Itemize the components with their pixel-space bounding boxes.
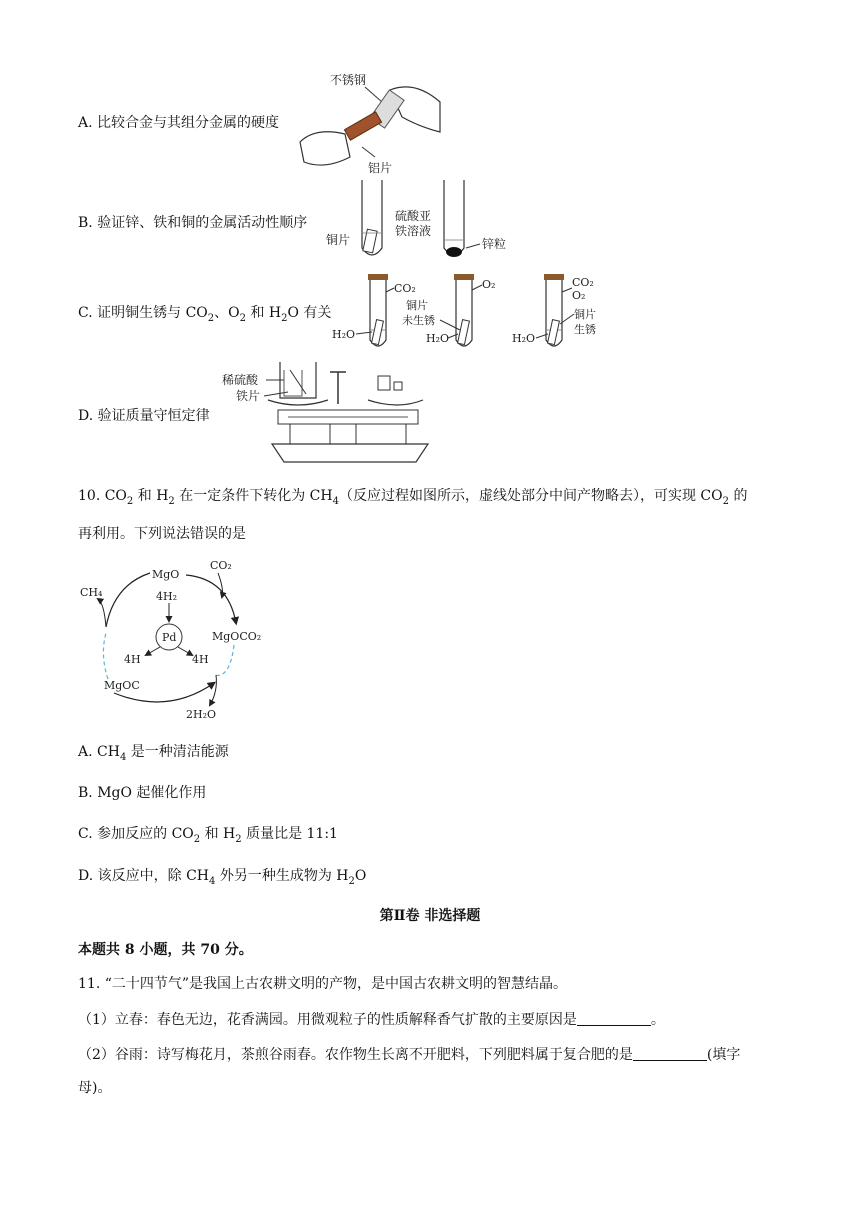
reaction-diagram bbox=[78, 555, 288, 725]
q10-option-c: C. 参加反应的 $CO_2$ 和 $H_2$ 质量比是 11:1 bbox=[78, 826, 338, 845]
section-title: 第Ⅱ卷 非选择题 bbox=[379, 908, 481, 924]
water-label-2: H₂O bbox=[426, 332, 450, 345]
copper-label-c: 铜片 bbox=[406, 299, 428, 312]
q11-part2: （2）谷雨：诗写梅花月，茶煎谷雨春。农作物生长离不开肥料，下列肥料属于复合肥的是 (填字 bbox=[78, 1047, 741, 1063]
dilute-sulfuric-acid-label: 稀硫酸 bbox=[222, 373, 259, 387]
test-tube-2-icon bbox=[444, 180, 464, 255]
mgo-label: MgO bbox=[152, 568, 180, 581]
answer-blank-1[interactable] bbox=[577, 1011, 651, 1026]
option-a-figure bbox=[290, 62, 460, 177]
iron-sheet-label: 铁片 bbox=[236, 389, 261, 403]
q11-stem: 11. “二十四节气”是我国上古农耕文明的产物，是中国古农耕文明的智慧结晶。 bbox=[78, 976, 568, 992]
mgoc-label: MgOC bbox=[104, 679, 140, 692]
co2-label-2: CO₂ bbox=[572, 276, 594, 289]
left-hand-icon bbox=[300, 132, 350, 165]
copper-label: 铜片 bbox=[326, 233, 351, 247]
solution-label-2: 铁溶液 bbox=[395, 224, 432, 238]
mgoco2-label: MgOCO₂ bbox=[212, 630, 262, 643]
o2-label: O₂ bbox=[482, 278, 496, 291]
q11-part1: （1）立春：春色无边，花香满园。用微观粒子的性质解释香气扩散的主要原因是 。 bbox=[78, 1012, 665, 1028]
option-d-figure bbox=[218, 358, 418, 470]
stainless-steel-label: 不锈钢 bbox=[330, 73, 367, 87]
option-c: C. 证明铜生锈与 $CO_2$、$O_2$ 和 $H_2O$ 有关 bbox=[78, 305, 332, 324]
left-pan-icon bbox=[268, 400, 328, 405]
copper-label-c3: 铜片 bbox=[574, 308, 596, 321]
h-right-label: 4H bbox=[192, 653, 209, 666]
q10-stem-line1: 10. $CO_2$ 和 $H_2$ 在一定条件下转化为 $CH_4$（反应过程如图所示，虚线处部分中间产物略去），可实现 $CO_2$ 的 bbox=[78, 488, 748, 507]
unrusted-label: 未生锈 bbox=[402, 314, 435, 327]
option-a: A. 比较合金与其组分金属的硬度 bbox=[78, 115, 280, 131]
q10-stem-line2: 再利用。下列说法错误的是 bbox=[78, 526, 246, 542]
q10-option-d: D. 该反应中，除 $CH_4$ 外另一种生成物为 $H_2O$ bbox=[78, 868, 367, 887]
section-subtitle: 本题共 8 小题，共 70 分。 bbox=[78, 942, 253, 958]
h2-label: 4H₂ bbox=[156, 590, 178, 603]
rusted-label: 生锈 bbox=[574, 323, 596, 336]
q10-option-a: A. $CH_4$ 是一种清洁能源 bbox=[78, 744, 229, 763]
co2-label: CO₂ bbox=[210, 559, 232, 572]
stopper-icon bbox=[368, 274, 388, 280]
solution-label-1: 硫酸亚 bbox=[395, 209, 432, 223]
balance-base-icon bbox=[272, 444, 428, 462]
option-c-figure bbox=[330, 272, 610, 352]
o2-label-2: O₂ bbox=[572, 289, 586, 302]
right-pan-icon bbox=[368, 400, 423, 405]
h-left-label: 4H bbox=[124, 653, 141, 666]
aluminum-sheet-label: 铝片 bbox=[368, 161, 393, 175]
ch4-label: CH₄ bbox=[80, 586, 103, 599]
option-d: D. 验证质量守恒定律 bbox=[78, 408, 210, 424]
q11-part2-cont: 母)。 bbox=[78, 1080, 112, 1096]
zinc-granules-icon bbox=[446, 247, 462, 257]
answer-blank-2[interactable] bbox=[633, 1046, 707, 1061]
option-b-figure bbox=[320, 178, 510, 263]
water-product-label: 2H₂O bbox=[186, 708, 217, 721]
q10-option-b: B. MgO 起催化作用 bbox=[78, 785, 207, 801]
water-label-1: H₂O bbox=[332, 328, 356, 341]
water-label-3: H₂O bbox=[512, 332, 536, 345]
option-b: B. 验证锌、铁和铜的金属活动性顺序 bbox=[78, 215, 308, 231]
pd-label: Pd bbox=[162, 631, 177, 644]
weight-icon bbox=[378, 376, 390, 390]
zinc-label: 锌粒 bbox=[482, 237, 507, 251]
co2-label-1: CO₂ bbox=[394, 282, 416, 295]
